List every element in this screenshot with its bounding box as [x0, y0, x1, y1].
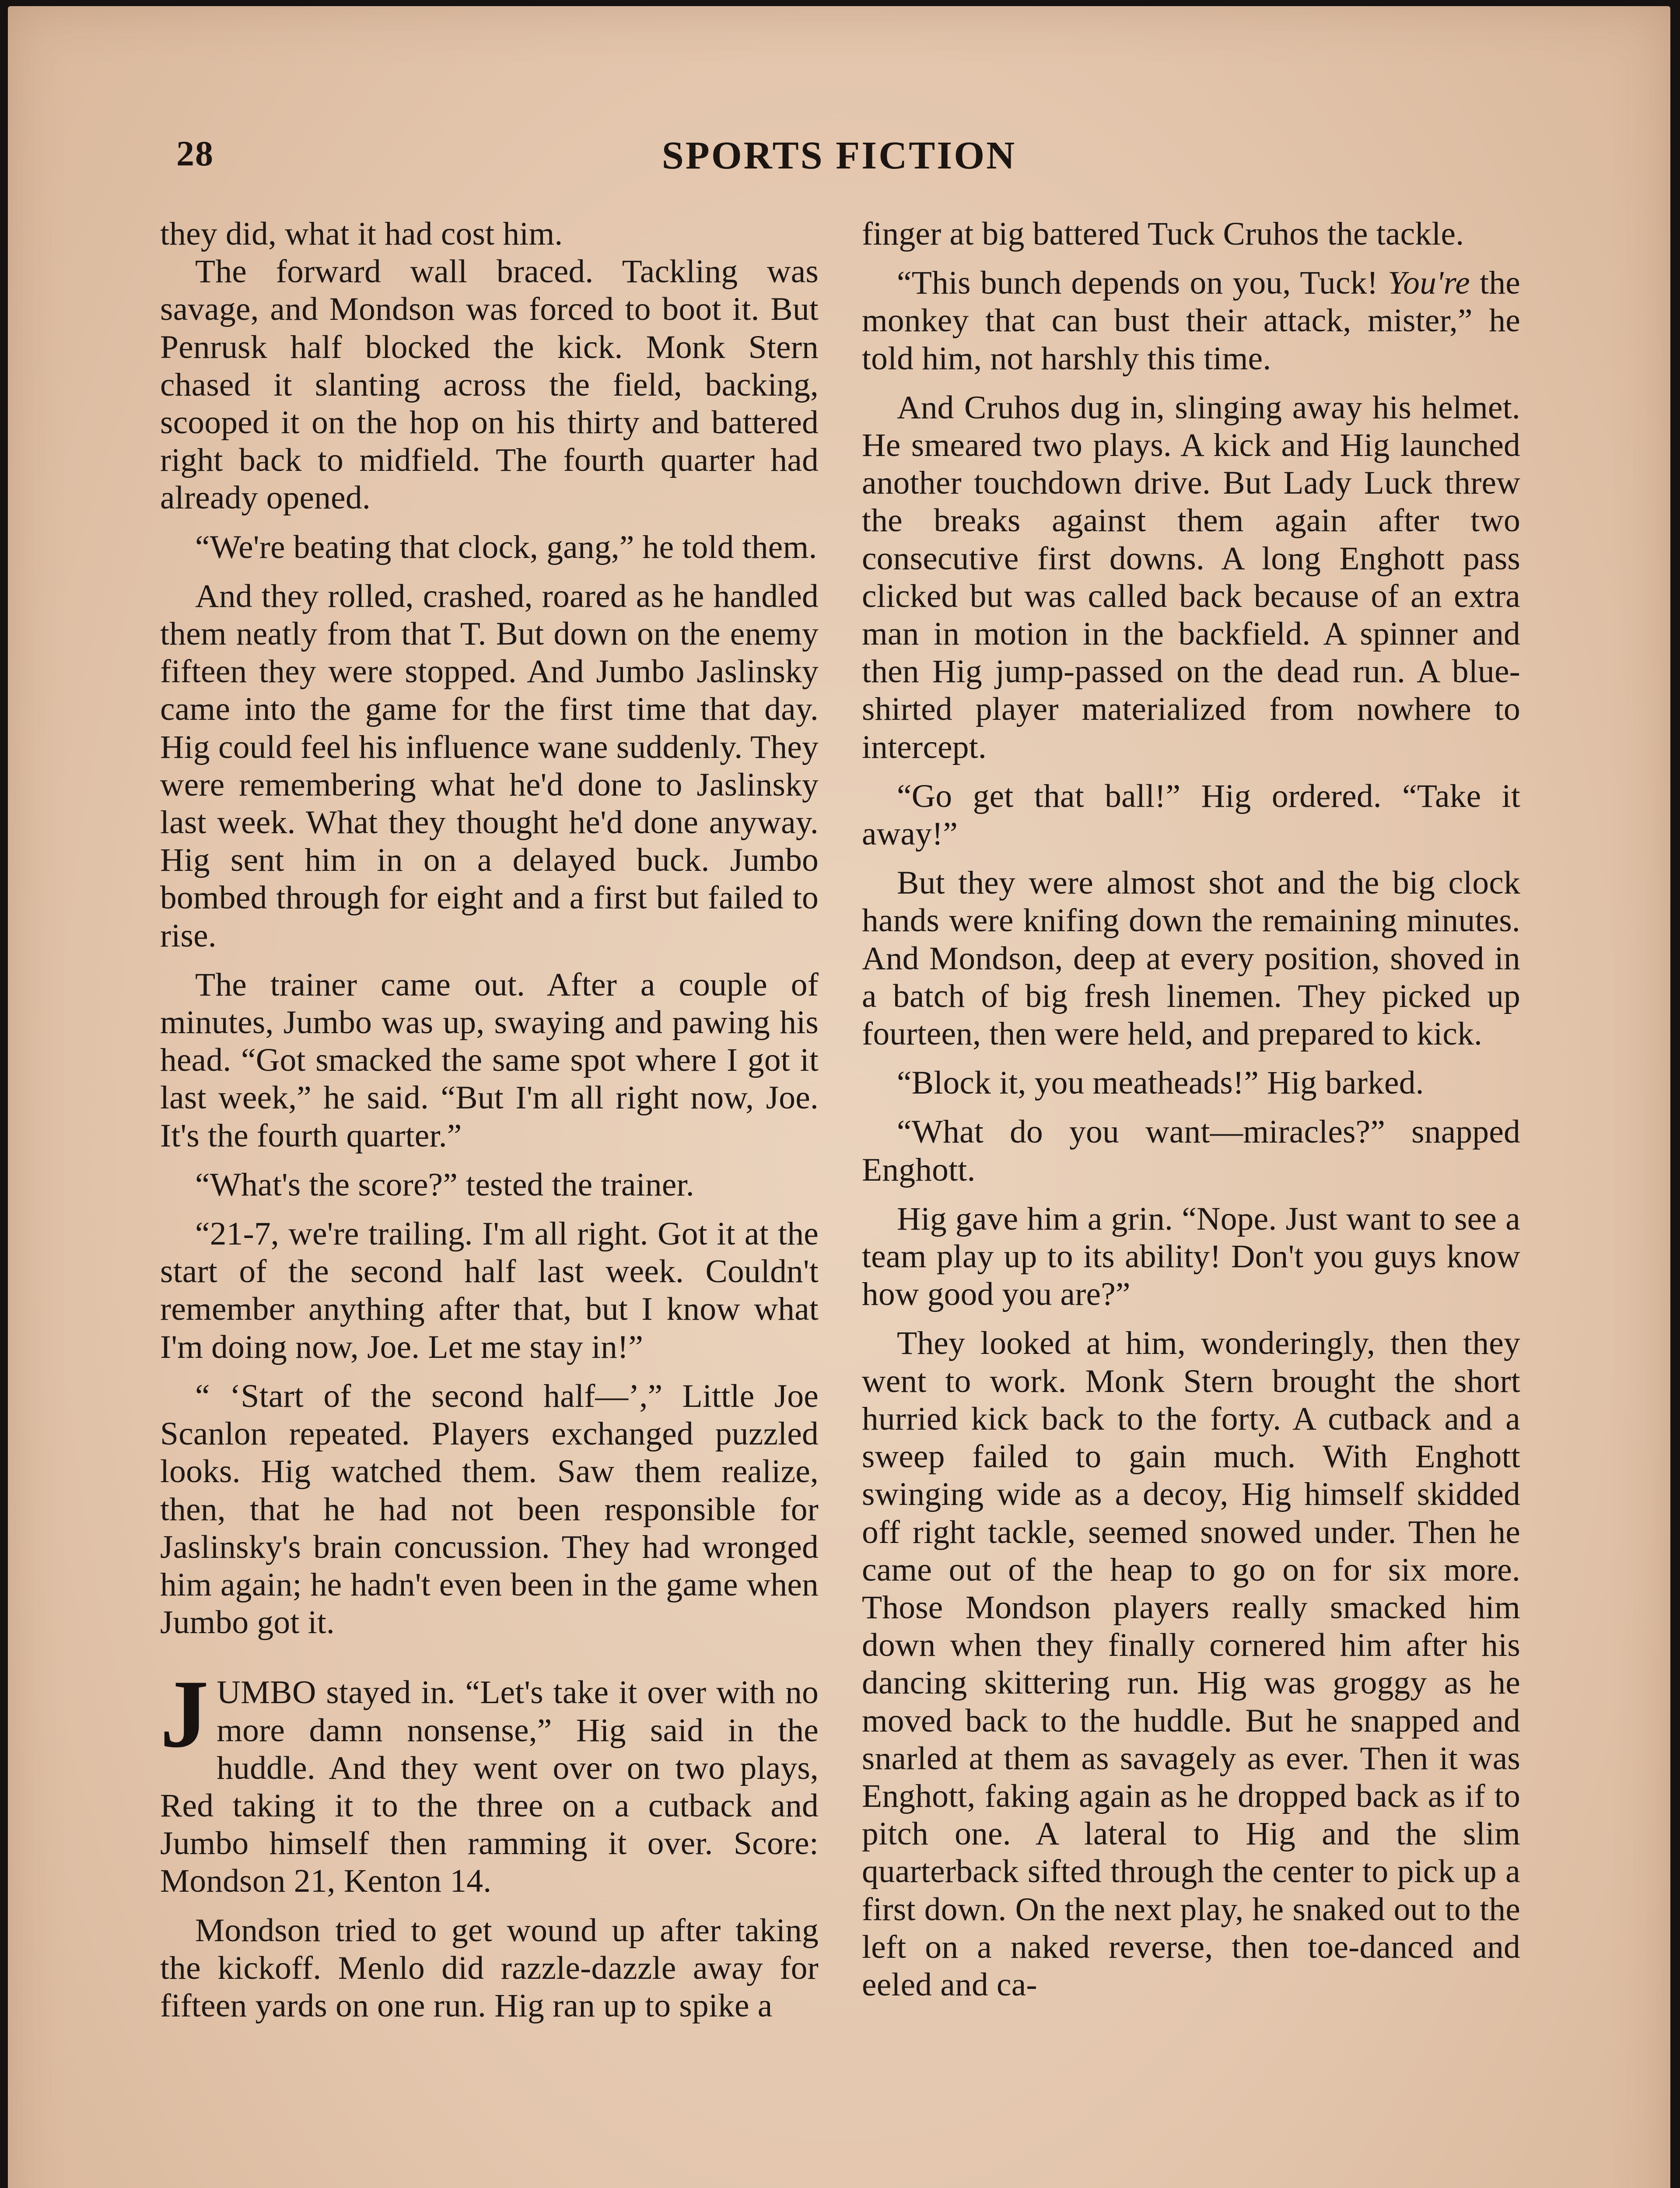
text-column-right — [862, 215, 1520, 2004]
small-caps-lead: UMBO — [217, 1674, 316, 1711]
paragraph: The forward wall braced. Tackling was savage, and Mondson was forced to boot it. But Penrusk half blocked the kick. Monk Stern chased it slanting across the field, backing, scooped it on the hop on his thirty and battered right back to midfield. The fourth quarter had already opened. — [160, 253, 819, 516]
paragraph: “Go get that ball!” Hig ordered. “Take it away!” — [862, 778, 1520, 852]
paragraph: And Cruhos dug in, slinging away his helmet. He smeared two plays. A kick and Hig launched another touchdown drive. But Lady Luck threw the breaks against them again after two consecutive first downs. A long Enghott pass clicked but was called back because of an extra man in motion in the backfield. A spinner and then Hig jump-passed on the dead run. A blue-shirted player materialized from nowhere to intercept. — [862, 389, 1520, 765]
paragraph: “21-7, we're trailing. I'm all right. Got it at the start of the second half last week. Couldn't remember anything after that, but I know what I'm doing now, Joe. Let me stay in!” — [160, 1216, 819, 1365]
paragraph: “Block it, you meatheads!” Hig barked. — [897, 1065, 1424, 1101]
paragraph: Hig gave him a grin. “Nope. Just want to see a team play up to its ability! Don't you guys know how good you are?” — [862, 1200, 1520, 1313]
paragraph: The trainer came out. After a couple of minutes, Jumbo was up, swaying and pawing his head. “Got smacked the same spot where I got it last week,” he said. “But I'm all right now, Joe. It's the fourth quarter.” — [160, 966, 819, 1154]
paragraph-text: stayed in. “Let's take it over with no more damn nonsense,” Hig said in the huddle. And they went over on two plays, Red taking it to the three on a cutback and Jumbo himself then ramming it over. Score: Mondson 21, Kenton 14. — [160, 1674, 819, 1900]
paragraph: finger at big battered Tuck Cruhos the tackle. — [862, 216, 1464, 252]
paragraph: And they rolled, crashed, roared as he handled them neatly from that T. But down on the enemy fifteen they were stopped. And Jumbo Jaslinsky came into the game for the first time that day. Hig could feel his influence wane suddenly. They were remembering what he'd done to Jaslinsky last week. What they thought he'd done anyway. Hig sent him in on a delayed buck. Jumbo bombed through for eight and a first but failed to rise. — [160, 578, 819, 954]
page-number: 28 — [176, 133, 214, 173]
paragraph-dropcap — [160, 1660, 819, 1900]
paragraph: They looked at him, wonderingly, then they went to work. Monk Stern brought the short hurried kick back to the forty. A cutback and a sweep failed to gain much. With Enghott swinging wide as a decoy, Hig himself skidded off right tackle, seemed snowed under. Then he came out of the heap to go on for six more. Those Mondson players really smacked him down when they finally cornered him after his dancing skittering run. Hig was groggy as he moved back to the huddle. But he snapped and snarled at them as savagely as ever. Then it was Enghott, faking again as he dropped back as if to pitch one. A lateral to Hig and the slim quarterback sifted through the center to pick up a first down. On the next play, he snaked out to the left on a naked reverse, then toe-danced and eeled and ca- — [862, 1325, 1520, 2003]
paragraph: Mondson tried to get wound up after taking the kickoff. Menlo did razzle-dazzle away for fifteen yards on one run. Hig ran up to spike a — [160, 1912, 819, 2024]
paragraph: they did, what it had cost him. — [160, 216, 563, 252]
paragraph — [862, 264, 1520, 378]
paragraph: “What's the score?” tested the trainer. — [195, 1166, 694, 1203]
paragraph: “What do you want—miracles?” snapped Enghott. — [862, 1114, 1520, 1188]
paragraph: “ ‘Start of the second half—’,” Little Joe Scanlon repeated. Players exchanged puzzled looks. Hig watched them. Saw them realize, then, that he had not been responsible for Jaslinsky's brain concussion. They had wronged him again; he hadn't even been in the game when Jumbo got it. — [160, 1378, 819, 1641]
magazine-title: SPORTS FICTION — [662, 134, 1017, 177]
paragraph: “We're beating that clock, gang,” he told them. — [195, 529, 817, 565]
magazine-page — [8, 6, 1670, 2188]
drop-cap-letter: J — [160, 1660, 209, 1768]
emphasis-text: You're — [1388, 265, 1470, 302]
text-column-left — [160, 215, 819, 2025]
paragraph-text: “This bunch depends on you, Tuck! — [897, 265, 1388, 302]
page-header — [8, 133, 1670, 181]
paragraph-text: the monkey that can bust their attack, mister,” he told him, not harshly this time. — [862, 265, 1520, 377]
paragraph: But they were almost shot and the big clock hands were knifing down the remaining minutes. And Mondson, deep at every position, shoved in a batch of big fresh linemen. They picked up fourteen, then were held, and prepared to kick. — [862, 865, 1520, 1052]
